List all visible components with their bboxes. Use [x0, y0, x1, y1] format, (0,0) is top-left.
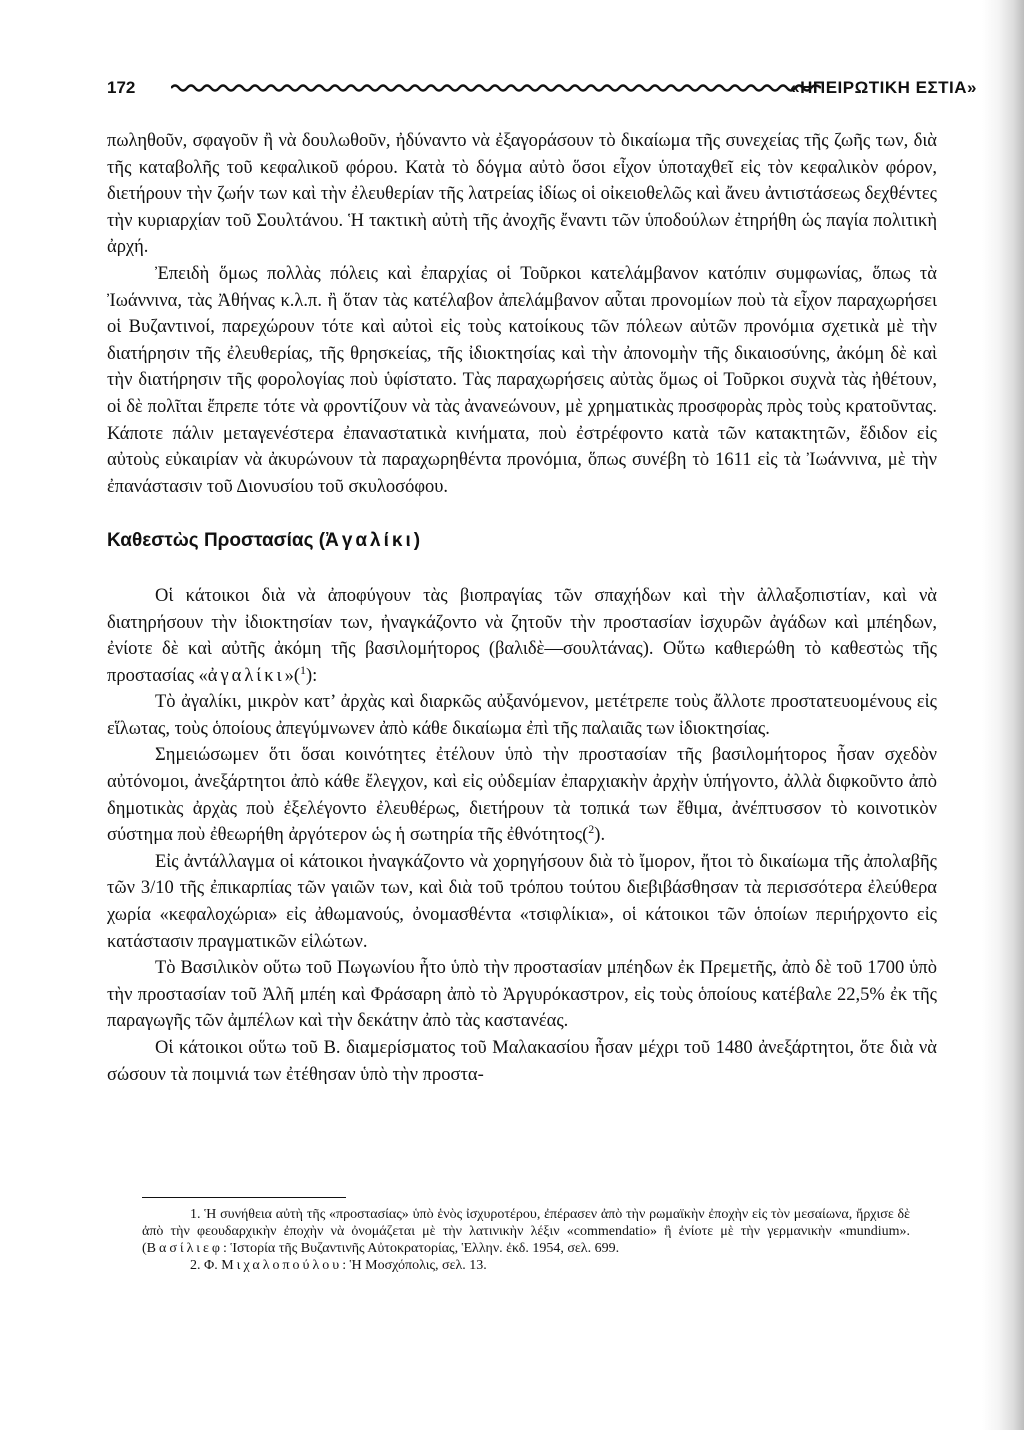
paragraph-5 [107, 742, 937, 848]
paragraph-3-spaced-term: ἀγαλίκι [207, 665, 285, 686]
body-text [107, 128, 937, 1088]
paragraph-3-text-b: »( [284, 665, 300, 686]
heading-close: ) [413, 530, 421, 552]
paragraph-7: Τὸ Βασιλικὸν οὕτω τοῦ Πωγωνίου ἦτο ὑπὸ τὴν προστασίαν μπέηδων ἐκ Πρεμετῆς, ἀπὸ δὲ τοῦ 1700 ὑπὸ τὴν προστασίαν τοῦ Ἀλῆ μπέη καὶ Φράσαρη ἀπὸ τὸ Ἀργυρόκαστρον, εἰς τοὺς ὁποίους κατέβαλε 22,5% ἐκ τῆς παραγωγῆς τῶν ἀμπέλων καὶ τὴν δεκάτην ἀπὸ τὰς καστανέας. [107, 958, 937, 1032]
section-heading [107, 528, 937, 555]
footnote-2-text-b: : Ἡ Μοσχόπολις, σελ. 13. [342, 1258, 487, 1273]
paragraph-5-text: Σημειώσωμεν ὅτι ὅσαι κοινότητες ἐτέλουν ὑπὸ τὴν προστασίαν τῆς βασιλομήτορος ἦσαν σχεδὸν αὐτόνομοι, ἀνεξάρτητοι ἀπὸ κάθε ἔλεγχον, καὶ εἰς οὐδεμίαν ἐπαρχιακὴν ἀρχὴν ὑπήγοντο, ἀλλὰ διφκοῦντο ἀπὸ δημοτικὰς ἀρχὰς ποὺ ἐξελέγοντο ἐλευθέρως, διετήρουν τὰ τοπικά των ἔθιμα, ἀνέπτυσσον τὸ κοινοτικὸν σύστημα ποὺ ἐθεωρήθη ἀργότερον ὡς ἡ σωτηρία τῆς ἐθνότητος( [107, 745, 937, 846]
footnote-ref-1: 1 [300, 662, 306, 677]
page-header [107, 76, 977, 106]
footnote-2-author: Μιχαλοπούλου [221, 1258, 343, 1273]
footnote-divider [142, 1197, 346, 1198]
footnote-ref-2: 2 [588, 822, 595, 837]
footnote-2-text: 2. Φ. [190, 1258, 222, 1273]
paragraph-4: Τὸ ἀγαλίκι, μικρὸν κατ’ ἀρχὰς καὶ διαρκῶς αὐξανόμενον, μετέτρεπε τοὺς ἄλλοτε προστατευομένους εἰς εἵλωτας, τοὺς ὁποίους ἀπεγύμνωνεν ἀπὸ κάθε δικαίωμα ἐπὶ τῆς παλαιᾶς των ἰδιοκτησίας. [107, 692, 937, 739]
scan-edge-shadow [982, 0, 1024, 1430]
paragraph-3-text: Οἱ κάτοικοι διὰ νὰ ἀποφύγουν τὰς βιοπραγίας τῶν σπαχήδων καὶ τὴν ἀλλαξοπιστίαν, καὶ νὰ διατηρήσουν τὴν ἰδιοκτησίαν των, ἠναγκάζοντο νὰ ζητοῦν τὴν προστασίαν ἰσχυρῶν ἀγάδων καὶ μπέηδων, ἐνίοτε δὲ καὶ αὐτῆς ἀκόμη τῆς βασιλομήτορος (βαλιδὲ—σουλτάνας). Οὕτω καθιερώθη τὸ καθεστὼς τῆς προστασίας « [107, 585, 937, 686]
footnote-1-author: Βασίλιεφ [146, 1241, 224, 1256]
footnotes [142, 1206, 910, 1274]
paragraph-2: Ἐπειδὴ ὅμως πολλὰς πόλεις καὶ ἐπαρχίας οἱ Τοῦρκοι κατελάμβανον κατόπιν συμφωνίας, ὅπως τὰ Ἰωάννινα, τὰς Ἀθήνας κ.λ.π. ἢ ὅταν τὰς κατέλαβον ἀπελάμβανον αὗται προνομίων ποὺ τὰ εἶχον παραχωρήσει οἱ Βυζαντινοί, παρεχώρουν τότε καὶ αὐτοὶ εἰς τοὺς κατοίκους τῶν πόλεων αὐτῶν προνόμια σχετικὰ μὲ τὴν διατήρησιν τῆς ἐλευθερίας, τῆς θρησκείας, τῆς ἰδιοκτησίας καὶ τὴν ἀπονομὴν τῆς δικαιοσύνης, ἀκόμη δὲ καὶ τὴν διατήρησιν τῆς φορολογίας ποὺ ὑφίστατο. Τὰς παραχωρήσεις αὐτὰς ὅμως οἱ Τοῦρκοι συχνὰ τὰς ἠθέτουν, οἱ δὲ πολῖται ἔπρεπε τότε νὰ φροντίζουν νὰ τὰς ἀνανεώνουν, μὲ χρηματικὰς προσφορὰς πρὸς τοὺς κρατοῦντας. Κάποτε πάλιν μεταγενέστερα ἐπαναστατικὰ κινήματα, ποὺ ἐστρέφοντο κατὰ τῶν κατακτητῶν, ἔδιδον εἰς αὐτοὺς εὐκαιρίαν νὰ ἀκυρώνουν τὰ παραχωρηθέντα προνόμια, ὅπως συνέβη τὸ 1611 εἰς τὰ Ἰωάννινα, μὲ τὴν ἐπανάστασιν τοῦ Διονυσίου τοῦ σκυλοσόφου. [107, 263, 937, 497]
paragraph-5-text-b: ). [594, 825, 606, 846]
footnote-2 [142, 1257, 910, 1274]
wavy-rule [171, 80, 821, 96]
heading-spaced-term: Ἀγαλίκι [325, 530, 414, 552]
paragraph-6: Εἰς ἀντάλλαγμα οἱ κάτοικοι ἠναγκάζοντο νὰ χορηγήσουν διὰ τὸ ἴμορον, ἤτοι τὸ δικαίωμα τῆς ἀπολαβῆς τῶν 3/10 τῆς ἐπικαρπίας τῶν γαιῶν των, καὶ διὰ τοῦ τρόπου τούτου διεβιβάσθησαν τὰ περισσότερα ἐλεύθερα χωρία «κεφαλοχώρια» εἰς ἀθωμανούς, ὀνομασθέντα «τσιφλίκια», οἱ κάτοικοι τῶν ὁποίων περιήρχοντο εἰς κατάστασιν πραγματικῶν εἱλώτων. [107, 851, 937, 952]
page-number: 172 [107, 78, 136, 97]
paragraph-8: Οἱ κάτοικοι οὕτω τοῦ Β. διαμερίσματος τοῦ Μαλακασίου ἦσαν μέχρι τοῦ 1480 ἀνεξάρτητοι, ὅτε διὰ νὰ σώσουν τὰ ποιμνιά των ἐτέθησαν ὑπὸ τὴν προστα- [107, 1038, 937, 1085]
footnote-1 [142, 1206, 910, 1257]
running-title: «ΗΠΕΙΡΩΤΙΚΗ ΕΣΤΙΑ» [790, 78, 977, 97]
paragraph-3 [107, 583, 937, 689]
footnote-1-text: 1. Ἡ συνήθεια αὐτὴ τῆς «προστασίας» ὑπὸ ἑνὸς ἰσχυροτέρου, ἐπέρασεν ἀπὸ τὴν ρωμαϊκὴν ἐποχὴν εἰς τὸν μεσαίωνα, ἤρχισε δὲ ἀπὸ τὴν φεουδαρχικὴν ἐποχὴν νὰ ὀνομάζεται μὲ τὴν λατινικὴν λέξιν «commendatio» ἢ ἐνίοτε μὲ τὴν γερμανικὴν «mundium». ( [142, 1207, 910, 1256]
paragraph-3-text-c: ): [306, 665, 318, 686]
heading-text: Καθεστὼς Προστασίας ( [107, 530, 326, 552]
paragraph-1: πωληθοῦν, σφαγοῦν ἢ νὰ δουλωθοῦν, ἠδύναντο νὰ ἐξαγοράσουν τὸ δικαίωμα τῆς συνεχείας τῆς ζωῆς των, διὰ τῆς καταβολῆς τοῦ κεφαλικοῦ φόρου. Κατὰ τὸ δόγμα αὐτὸ ὅσοι εἶχον ὑποταχθεῖ εἰς τὸν κεφαλικὸν φόρον, διετήρουν τὴν ζωήν των καὶ τὴν ἐλευθερίαν τῆς λατρείας ἰδίως οἱ οἰκειοθελῶς καὶ ἄνευ ἀντιστάσεως δεχθέντες τὴν κυριαρχίαν τοῦ Σουλτάνου. Ἡ τακτικὴ αὐτὴ τῆς ἀνοχῆς ἔναντι τῶν ὑποδούλων ἐτηρήθη ὡς παγία πολιτικὴ ἀρχή. [107, 131, 937, 258]
footnote-1-text-b: : Ἱστορία τῆς Βυζαντινῆς Αὐτοκρατορίας, Ἑλλην. ἐκδ. 1954, σελ. 699. [223, 1241, 620, 1256]
